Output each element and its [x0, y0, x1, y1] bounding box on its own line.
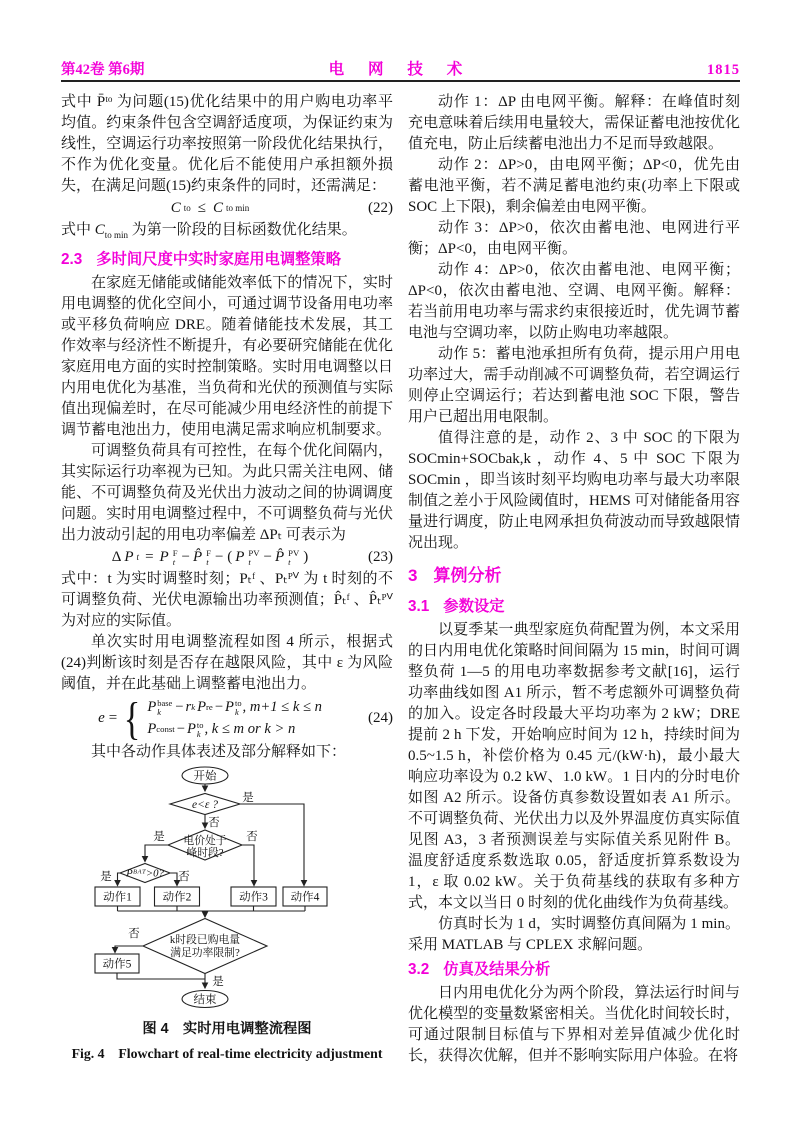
eq23-term1: P	[159, 549, 169, 565]
paragraph-action1: 动作 1：ΔP 由电网平衡。解释：在峰值时刻充电意味着后续用电量较大，需保证蓄电池按优化值充电，防止后续蓄电池出力不足而导致越限。	[408, 94, 740, 152]
eq22-note-sub: to min	[104, 230, 129, 240]
eq23-equals: =	[145, 549, 154, 565]
eq23-term1-scripts: F t	[172, 547, 178, 567]
eq24-lhs: e	[98, 710, 105, 726]
section-3-2-title: 仿真及结果分析	[443, 961, 551, 978]
eq22-sub1: to	[183, 203, 191, 213]
paragraph-adjustable-load: 可调整负荷具有可控性，在每个优化间隔内，其实际运行功率视为已知。为此只需关注电网、储能、不可调整负荷及光伏出力波动之间的协调调度问题。实时用电调整过程中，不可调整负荷与光伏出力波动引起的用电功率偏差 ΔPₜ 可表示为	[61, 443, 393, 543]
equation-22	[61, 198, 393, 219]
paragraph-soc-note: 值得注意的是，动作 2、3 中 SOC 的下限为 SOCmin+SOCbak,k ，动作 4、5 中 SOC 下限为 SOCmin ，即当该时刻平均购电功率与最大功率限制值之差小于风险阈值时，HEMS 可对储能备用容量进行调度，防止电网承担负荷波动而导致越限情况出现。	[408, 430, 740, 551]
decision-battery-label: Pᴮᴬᵀ>0?	[126, 867, 164, 880]
arrow-limit-no	[115, 946, 143, 953]
decision-peak-line2: 峰时段?	[186, 847, 224, 859]
eq23-term2-scripts: F t	[206, 547, 212, 567]
section-heading-3-2	[408, 958, 740, 982]
section-3-title: 算例分析	[433, 566, 502, 585]
action2-label: 动作2	[162, 891, 192, 904]
paragraph-actions-intro: 其中各动作具体表述及部分解释如下：	[91, 744, 347, 760]
paragraph-eq22-note	[61, 220, 393, 246]
eq22-var2: C	[212, 200, 223, 216]
section-heading-2-3	[61, 248, 393, 272]
section-heading-3-1	[408, 595, 740, 619]
eq23-term3-scripts: PV t	[248, 547, 260, 567]
eq22-sub2: to min	[226, 203, 250, 213]
decision-battery-no-label: 否	[178, 871, 190, 883]
eq23-var0-sub: t	[136, 552, 140, 562]
eq23-number: (23)	[368, 549, 393, 565]
decision-risk-label: e<ε ?	[191, 799, 219, 811]
converge-lines	[118, 906, 306, 911]
figure-caption-cn: 图 4 实时用电调整流程图	[142, 1021, 312, 1037]
decision-power-limit	[143, 919, 267, 974]
section-3-1-number: 3.1	[408, 598, 430, 615]
arrow-battery-yes	[118, 873, 121, 886]
decision-peak-yes-label: 是	[153, 831, 165, 843]
action1-label: 动作1	[103, 891, 132, 904]
section-2-3-title: 多时间尺度中实时家庭用电调整策略	[96, 251, 342, 268]
section-3-1-title: 参数设定	[443, 598, 505, 615]
arrow-peak-yes	[145, 845, 168, 862]
eq22-note-rest: 为第一阶段的目标函数优化结果。	[128, 222, 357, 238]
start-label: 开始	[193, 770, 217, 783]
eq22-var1: C	[170, 200, 181, 216]
paragraph-action2: 动作 2：ΔP>0，由电网平衡；ΔP<0，优先由蓄电池平衡，若不满足蓄电池约束(功率上下限或 SOC 上下限)，剩余偏差由电网平衡。	[408, 157, 740, 215]
eq24-equals: =	[108, 710, 118, 726]
equation-24-body	[61, 692, 359, 744]
paragraph-action5: 动作 5：蓄电池承担所有负荷，提示用户用电功率过大，需手动削减不可调整负荷，若空调运行则停止空调运行；若达到蓄电池 SOC 下限，警告用户已超出用电限制。	[408, 346, 740, 425]
eq23-term3: P	[235, 549, 245, 565]
equation-22-body	[61, 198, 359, 219]
eq23-minus1: −	[181, 549, 191, 565]
header-rule	[61, 80, 740, 82]
figure-caption-en: Fig. 4 Flowchart of real-time electricity adjustment	[71, 1046, 383, 1061]
end-label: 结束	[193, 994, 217, 1006]
eq23-minus-paren: − (	[215, 549, 233, 565]
paragraph-parameters: 以夏季某一典型家庭负荷配置为例，本文采用的日内用电优化策略时间间隔为 15 min，时间可调整负荷 1—5 的用电功率数据参考文献[16]，运行功率曲线如图 A1 所示，暂不考虑额外可调整负荷的加入。设定各时段最大平均功率为 2 kW；DRE 提前 2 h 下发，开始响应时间为 12 h，持续时间为 0.5~1.5 h，补偿价格为 0.45 元/(kW·h)，最小最大响应功率设为 0.2 kW、1.0 kW。1 日内的分时电价如图 A2 所示。设备仿真参数设置如表 A1 所示。不可调整负荷、光伏出力以及外界温度仿真实际值见图 A3，3 者预测误差与实际值关系见附件 B。温度舒适度系数选取 0.05，舒适度折算系数设为 1，ε 取 0.02 kW。关于负荷基线的获取有多种方式，本文以当日 0 时刻的优化曲线作为负荷基线。	[408, 622, 740, 911]
decision-risk-no-label: 否	[208, 817, 220, 829]
decision-limit-yes-label: 是	[212, 976, 224, 988]
two-column-body	[61, 92, 740, 1067]
action5-label: 动作5	[102, 958, 132, 971]
eq24-case1: P base k − r k P re − P to k , m+1 ≤ k ≤ n	[147, 697, 322, 717]
equation-23-body	[61, 547, 359, 568]
flowchart-canvas	[77, 766, 377, 1014]
eq22-number: (22)	[368, 200, 393, 216]
eq23-minus2: −	[263, 549, 272, 565]
eq24-case2: P const − P to k , k ≤ m or k > n	[147, 719, 296, 739]
eq24-brace: {	[123, 692, 141, 744]
eq24-cases	[147, 697, 322, 740]
action4-label: 动作4	[290, 891, 320, 904]
right-column	[408, 92, 740, 1067]
action5-return-line	[117, 973, 205, 979]
section-3-number: 3	[408, 566, 418, 585]
decision-battery-yes-label: 是	[100, 871, 112, 883]
eq24-number: (24)	[368, 710, 393, 726]
decision-limit-line2: 满足功率限制?	[170, 947, 240, 959]
eq23-var0: P	[124, 549, 134, 565]
arrow-peak-no	[242, 845, 254, 886]
decision-limit-no-label: 否	[128, 928, 140, 940]
eq22-note-var: C	[94, 222, 105, 238]
flowchart	[77, 766, 377, 1014]
eq23-term2: P̂	[193, 549, 203, 565]
action3-label: 动作3	[239, 891, 268, 904]
figure-4	[61, 766, 393, 1064]
eq23-delta: Δ	[111, 549, 122, 565]
paragraph-flow-intro: 单次实时用电调整流程如图 4 所示，根据式(24)判断该时刻是否存在越限风险，其中 ε 为风险阈值，并在此基础上调整蓄电池出力。	[61, 634, 393, 692]
volume-issue: 第42卷 第6期	[61, 62, 145, 78]
journal-title: 电 网 技 术	[328, 61, 473, 78]
decision-limit-line1: k时段已购电量	[169, 934, 241, 946]
eq22-note-prefix: 式中	[61, 222, 92, 238]
paragraph-action4: 动作 4：ΔP>0，依次由蓄电池、电网平衡；ΔP<0，依次由蓄电池、空调、电网平衡。解释：若当前用电功率与需求约束很接近时，优先调节蓄电池与空调功率，以防止购电功率越限。	[408, 262, 740, 341]
left-column	[61, 92, 393, 1067]
decision-peak-no-label: 否	[246, 831, 258, 843]
eq22-operator: ≤	[197, 200, 206, 216]
equation-24	[61, 692, 393, 744]
paragraph-action3: 动作 3：ΔP>0，依次由蓄电池、电网进行平衡；ΔP<0，由电网平衡。	[408, 220, 740, 257]
paragraph-results-intro: 日内用电优化分为两个阶段，算法运行时间与优化模型的变量数紧密相关。当优化时间较长时，可通过限制目标值与下界相对差异值减少优化时长，获得次优解，但并不影响实际用户体验。在将	[408, 985, 740, 1064]
eq23-term4-scripts: PV t	[288, 547, 300, 567]
page-header	[61, 57, 740, 79]
decision-peak-line1: 电价处于	[183, 835, 227, 847]
paragraph-simulation-setup: 仿真时长为 1 d，实时调整仿真间隔为 1 min。采用 MATLAB 与 CPLEX 求解问题。	[408, 916, 740, 953]
paragraph-purchase-power: 式中 P̄ᵗᵒ 为问题(15)优化结果中的用户购电功率平均值。约束条件包含空调舒适度项，为保证约束为线性，空调运行功率按照第一阶段优化结果执行，不作为优化变量。优化后不能使用户承担额外损失，在满足问题(15)约束条件的同时，还需满足：	[61, 94, 393, 194]
eq23-term4: P̂	[275, 549, 285, 565]
section-3-2-number: 3.2	[408, 961, 430, 978]
arrow-battery-no	[170, 873, 177, 886]
section-heading-3	[408, 563, 740, 589]
eq23-close-paren: )	[303, 549, 309, 565]
equation-23	[61, 547, 393, 568]
page-number: 1815	[707, 62, 740, 78]
decision-risk-yes-label: 是	[242, 792, 254, 804]
paragraph-eq23-note: 式中：t 为实时调整时刻；Pₜᶠ 、Pₜᴾⱽ 为 t 时刻的不可调整负荷、光伏电源输出功率预测值；P̂ₜᶠ 、P̂ₜᴾⱽ 为对应的实际值。	[61, 571, 393, 629]
section-2-3-number: 2.3	[61, 251, 83, 268]
paragraph-storage-strategy: 在家庭无储能或储能效率低下的情况下，实时用电调整的优化空间小，可通过调节设备用电功率或平移负荷响应 DRE。随着储能技术发展，其工作效率与经济性不断提升，有必要研究储能在优化家庭用电方面的实时控制策略。实时用电调整以日内用电优化为基准，当负荷和光伏的预测值与实际值出现偏差时，在尽可能减少用电经济性的前提下调节蓄电池出力，使用电满足需求响应机制要求。	[61, 275, 393, 438]
